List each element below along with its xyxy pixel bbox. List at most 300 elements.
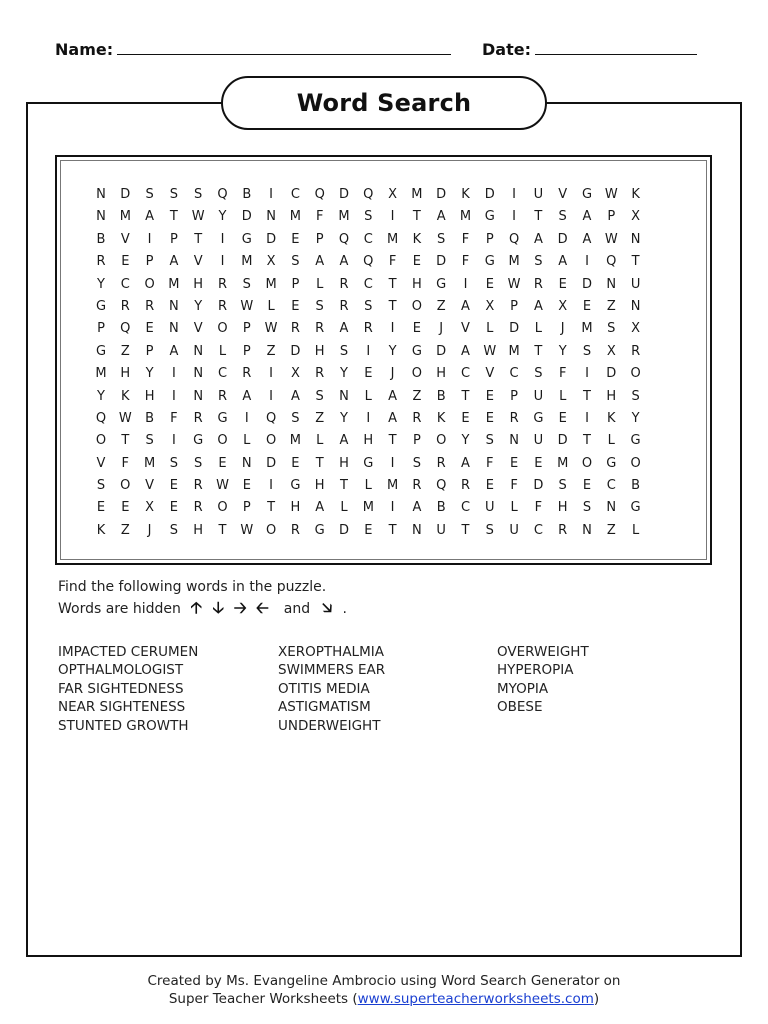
- grid-letter: Y: [340, 366, 348, 382]
- grid-letter: G: [581, 187, 593, 202]
- footer-line-1: Created by Ms. Evangeline Ambrocio using Word Search Generator on: [147, 973, 621, 989]
- grid-letter: P: [242, 343, 251, 359]
- grid-letter: I: [366, 410, 371, 426]
- grid-letter: M: [119, 209, 131, 225]
- grid-letter: R: [217, 388, 228, 404]
- grid-letter: S: [364, 209, 373, 225]
- grid-letter: I: [147, 231, 152, 247]
- grid-letter: R: [145, 298, 155, 314]
- grid-letter: A: [533, 298, 543, 314]
- grid-letter: T: [194, 231, 203, 247]
- grid-letter: J: [560, 321, 565, 337]
- grid-letter: Z: [120, 522, 130, 538]
- grid-letter: G: [241, 231, 252, 247]
- grid-letter: H: [314, 478, 325, 494]
- grid-letter: P: [169, 231, 178, 247]
- grid-letter: A: [558, 254, 568, 270]
- grid-letter: M: [459, 209, 472, 225]
- grid-letter: I: [390, 455, 395, 471]
- grid-letter: L: [486, 321, 494, 337]
- word-list-item: HYPEROPIA: [497, 662, 574, 679]
- grid-letter: P: [242, 500, 251, 516]
- grid-letter: Y: [461, 433, 470, 449]
- grid-letter: I: [171, 366, 176, 382]
- grid-letter: O: [120, 478, 131, 494]
- grid-letter: R: [120, 298, 130, 314]
- grid-letter: N: [193, 366, 204, 382]
- grid-letter: R: [460, 478, 471, 494]
- grid-letter: P: [412, 433, 421, 449]
- grid-letter: O: [411, 298, 422, 314]
- grid-letter: U: [436, 522, 446, 538]
- page-title: Word Search: [296, 89, 472, 117]
- grid-letter: H: [363, 433, 374, 449]
- grid-letter: G: [436, 276, 447, 292]
- grid-letter: C: [509, 366, 519, 382]
- grid-letter: V: [558, 187, 568, 202]
- grid-letter: M: [338, 209, 350, 225]
- grid-letter: R: [315, 366, 325, 382]
- grid-letter: P: [607, 209, 616, 225]
- grid-letter: E: [412, 254, 421, 270]
- grid-letter: N: [606, 500, 617, 516]
- grid-letter: B: [242, 187, 252, 202]
- grid-letter: O: [265, 433, 277, 449]
- grid-letter: M: [508, 254, 520, 270]
- grid-letter: E: [485, 410, 494, 426]
- grid-letter: R: [315, 321, 325, 337]
- grid-letter: F: [388, 254, 397, 270]
- grid-letter: T: [461, 522, 470, 538]
- grid-letter: D: [557, 433, 568, 449]
- grid-letter: A: [412, 500, 422, 516]
- grid-letter: D: [606, 366, 617, 382]
- grid-letter: V: [145, 478, 155, 494]
- name-label: Name:: [55, 40, 114, 59]
- grid-letter: L: [607, 433, 615, 449]
- grid-letter: S: [558, 209, 567, 225]
- grid-letter: D: [436, 343, 447, 359]
- grid-letter: O: [265, 522, 277, 538]
- grid-letter: V: [485, 366, 495, 382]
- grid-letter: M: [386, 231, 399, 247]
- grid-letter: T: [169, 209, 178, 225]
- grid-letter: A: [169, 254, 179, 270]
- grid-letter: M: [581, 321, 593, 337]
- grid-letter: S: [169, 522, 179, 538]
- grid-letter: M: [289, 209, 301, 225]
- grid-letter: D: [533, 478, 544, 494]
- word-list-item: XEROPTHALMIA: [278, 644, 384, 660]
- grid-letter: M: [508, 343, 520, 359]
- word-list-item: OBESE: [497, 699, 543, 716]
- word-list-item: STUNTED GROWTH: [58, 717, 189, 734]
- grid-letter: N: [169, 321, 179, 337]
- date-field: [482, 40, 697, 59]
- grid-letter: O: [436, 433, 447, 449]
- grid-letter: X: [290, 366, 300, 382]
- grid-letter: W: [604, 187, 618, 202]
- grid-letter: A: [436, 209, 446, 225]
- grid-letter: R: [412, 410, 422, 426]
- grid-letter: T: [534, 209, 543, 225]
- title-banner: [221, 76, 547, 130]
- grid-letter: Q: [217, 187, 228, 202]
- grid-letter: I: [171, 388, 176, 404]
- grid-letter: E: [412, 321, 421, 337]
- grid-letter: D: [266, 455, 277, 471]
- grid-letter: E: [291, 298, 300, 314]
- grid-letter: O: [95, 433, 107, 449]
- grid-letter: E: [291, 455, 300, 471]
- grid-letter: O: [630, 366, 641, 382]
- grid-letter: F: [534, 500, 543, 516]
- grid-letter: M: [241, 254, 253, 270]
- grid-letter: Q: [436, 478, 447, 494]
- grid-letter: C: [290, 187, 300, 202]
- grid-letter: C: [363, 231, 373, 247]
- grid-letter: T: [412, 209, 421, 225]
- grid-letter: X: [266, 254, 276, 270]
- grid-letter: B: [436, 500, 446, 516]
- grid-letter: S: [242, 276, 251, 292]
- grid-letter: S: [169, 187, 179, 202]
- grid-letter: G: [411, 343, 422, 359]
- word-list-item: ASTIGMATISM: [278, 699, 371, 716]
- grid-letter: Z: [120, 343, 130, 359]
- grid-letter: A: [388, 388, 398, 404]
- grid-letter: N: [582, 522, 592, 538]
- instruction-prefix: Words are hidden: [58, 601, 181, 617]
- grid-letter: N: [96, 209, 106, 225]
- grid-letter: I: [366, 343, 371, 359]
- grid-letter: S: [582, 500, 592, 516]
- grid-letter: Q: [265, 410, 277, 426]
- grid-letter: E: [364, 522, 373, 538]
- grid-letter: R: [290, 522, 300, 538]
- grid-letter: V: [120, 231, 130, 247]
- grid-letter: R: [436, 455, 446, 471]
- grid-letter: P: [97, 321, 105, 337]
- grid-letter: A: [582, 209, 592, 225]
- footer-website-link[interactable]: www.superteacherworksheets.com: [357, 991, 594, 1007]
- grid-letter: D: [266, 231, 277, 247]
- grid-letter: W: [604, 231, 618, 247]
- grid-letter: N: [169, 298, 179, 314]
- grid-letter: I: [269, 388, 274, 404]
- grid-letter: F: [121, 455, 130, 471]
- grid-letter: X: [145, 500, 155, 516]
- grid-letter: J: [147, 522, 152, 538]
- grid-letter: Y: [218, 209, 227, 225]
- grid-letter: A: [339, 321, 349, 337]
- grid-letter: S: [534, 254, 543, 270]
- word-list-column-2: [278, 643, 385, 735]
- grid-letter: L: [631, 522, 640, 538]
- grid-letter: Q: [508, 231, 520, 247]
- grid-letter: N: [96, 187, 106, 202]
- grid-letter: W: [191, 209, 205, 225]
- grid-letter: R: [193, 410, 203, 426]
- grid-letter: S: [485, 522, 494, 538]
- down-arrow-icon: 🡣: [212, 598, 225, 617]
- grid-letter: O: [581, 455, 593, 471]
- grid-letter: D: [290, 343, 301, 359]
- grid-letter: D: [241, 209, 252, 225]
- grid-letter: H: [436, 366, 447, 382]
- grid-letter: A: [461, 343, 470, 359]
- grid-letter: A: [582, 231, 592, 247]
- grid-letter: D: [557, 231, 568, 247]
- grid-letter: Q: [95, 410, 107, 426]
- grid-letter: G: [95, 298, 107, 314]
- grid-letter: C: [217, 366, 228, 382]
- grid-letter: L: [534, 321, 543, 337]
- grid-letter: O: [217, 321, 228, 337]
- grid-letter: T: [315, 455, 324, 471]
- grid-letter: E: [96, 500, 106, 516]
- grid-letter: E: [169, 500, 178, 516]
- grid-letter: Y: [631, 410, 640, 426]
- grid-letter: D: [436, 187, 447, 202]
- grid-letter: E: [121, 500, 130, 516]
- grid-letter: E: [145, 321, 154, 337]
- grid-letter: W: [240, 298, 254, 314]
- date-blank-line: [535, 40, 697, 55]
- grid-letter: B: [436, 388, 446, 404]
- grid-letter: D: [338, 187, 349, 202]
- grid-letter: T: [583, 388, 591, 404]
- grid-letter: L: [243, 433, 251, 449]
- grid-letter: N: [266, 209, 276, 225]
- date-label: Date:: [482, 40, 531, 59]
- grid-letter: H: [290, 500, 301, 516]
- grid-letter: S: [364, 298, 373, 314]
- grid-letter: K: [631, 187, 640, 202]
- grid-letter: V: [461, 321, 470, 337]
- grid-letter: T: [534, 343, 543, 359]
- grid-letter: I: [220, 231, 225, 247]
- grid-letter: M: [289, 433, 301, 449]
- grid-letter: P: [145, 254, 154, 270]
- grid-letter: S: [315, 388, 324, 404]
- grid-letter: S: [437, 231, 446, 247]
- grid-letter: V: [193, 321, 203, 337]
- grid-letter: C: [533, 522, 543, 538]
- grid-letter: A: [461, 455, 470, 471]
- grid-letter: V: [193, 254, 203, 270]
- grid-letter: H: [557, 500, 568, 516]
- grid-letter: C: [606, 478, 616, 494]
- grid-letter: U: [509, 522, 519, 538]
- grid-letter: N: [630, 298, 641, 314]
- grid-letter: N: [193, 388, 204, 404]
- grid-letter: S: [194, 187, 203, 202]
- grid-letter: R: [339, 298, 349, 314]
- grid-letter: G: [606, 455, 617, 471]
- grid-letter: K: [436, 410, 446, 426]
- grid-letter: S: [631, 388, 640, 404]
- grid-letter: A: [533, 231, 543, 247]
- grid-letter: E: [485, 478, 494, 494]
- grid-letter: X: [558, 298, 568, 314]
- name-field: [55, 40, 451, 59]
- grid-letter: F: [486, 455, 494, 471]
- grid-letter: X: [631, 321, 641, 337]
- instruction-line-1: Find the following words in the puzzle.: [58, 579, 327, 595]
- grid-letter: Q: [314, 187, 325, 202]
- grid-letter: E: [485, 388, 494, 404]
- grid-letter: E: [582, 478, 592, 494]
- grid-letter: S: [145, 187, 154, 202]
- grid-letter: L: [364, 478, 372, 494]
- grid-letter: E: [242, 478, 251, 494]
- grid-letter: R: [363, 321, 373, 337]
- grid-letter: A: [290, 388, 300, 404]
- grid-letter: S: [534, 366, 543, 382]
- grid-letter: L: [316, 433, 324, 449]
- grid-letter: Y: [97, 388, 105, 404]
- grid-letter: R: [412, 478, 422, 494]
- grid-letter: R: [96, 254, 106, 270]
- grid-letter: A: [242, 388, 252, 404]
- instruction-suffix: .: [342, 601, 347, 617]
- grid-letter: E: [558, 410, 567, 426]
- grid-letter: I: [269, 478, 274, 494]
- word-list-item: SWIMMERS EAR: [278, 662, 386, 679]
- grid-letter: C: [460, 500, 471, 516]
- grid-letter: K: [412, 231, 422, 247]
- grid-letter: F: [461, 231, 470, 247]
- grid-letter: M: [143, 455, 156, 471]
- grid-letter: I: [463, 276, 468, 292]
- grid-letter: H: [120, 366, 131, 382]
- grid-letter: X: [388, 187, 398, 202]
- grid-letter: S: [582, 343, 592, 359]
- grid-letter: F: [315, 209, 324, 225]
- word-list-item: MYOPIA: [497, 680, 549, 697]
- grid-letter: O: [144, 276, 155, 292]
- grid-letter: I: [390, 321, 395, 337]
- grid-letter: R: [217, 298, 228, 314]
- grid-letter: Q: [606, 254, 617, 270]
- grid-letter: N: [412, 522, 422, 538]
- grid-letter: B: [631, 478, 641, 494]
- grid-letter: Y: [558, 343, 567, 359]
- word-list-item: OPTHALMOLOGIST: [58, 662, 184, 679]
- grid-letter: P: [145, 343, 154, 359]
- grid-letter: B: [96, 231, 106, 247]
- word-list-item: IMPACTED CERUMEN: [58, 644, 199, 660]
- grid-letter: P: [315, 231, 324, 247]
- grid-letter: K: [96, 522, 106, 538]
- grid-letter: T: [388, 276, 397, 292]
- grid-letter: L: [340, 500, 348, 516]
- grid-letter: D: [509, 321, 520, 337]
- grid-letter: Q: [363, 187, 374, 202]
- grid-letter: M: [265, 276, 277, 292]
- grid-letter: D: [581, 276, 592, 292]
- grid-letter: A: [461, 298, 470, 314]
- grid-letter: G: [193, 433, 204, 449]
- grid-letter: M: [386, 478, 399, 494]
- right-arrow-icon: 🡢: [233, 598, 247, 617]
- grid-letter: L: [316, 276, 324, 292]
- grid-letter: W: [118, 410, 132, 426]
- grid-letter: S: [96, 478, 106, 494]
- grid-letter: I: [512, 209, 517, 225]
- grid-letter: Z: [606, 522, 616, 538]
- grid-letter: Q: [363, 254, 374, 270]
- grid-letter: S: [145, 433, 154, 449]
- word-list-item: UNDERWEIGHT: [278, 717, 381, 734]
- grid-letter: E: [558, 276, 567, 292]
- grid-letter: I: [512, 187, 517, 202]
- grid-letter: R: [558, 522, 568, 538]
- grid-letter: Q: [120, 321, 131, 337]
- grid-letter: S: [558, 478, 567, 494]
- grid-letter: H: [193, 276, 204, 292]
- grid-letter: B: [145, 410, 155, 426]
- grid-letter: R: [217, 276, 228, 292]
- grid-letter: C: [120, 276, 130, 292]
- grid-letter: O: [411, 366, 422, 382]
- grid-letter: T: [121, 433, 130, 449]
- grid-letter: R: [193, 478, 203, 494]
- grid-letter: I: [585, 254, 589, 270]
- grid-letter: E: [169, 478, 178, 494]
- word-list-item: NEAR SIGHTENESS: [58, 699, 186, 716]
- grid-letter: L: [364, 388, 372, 404]
- footer-credits: [0, 972, 768, 1008]
- grid-letter: A: [339, 254, 349, 270]
- grid-letter: U: [485, 500, 495, 516]
- grid-letter: R: [533, 276, 543, 292]
- grid-letter: F: [558, 366, 567, 382]
- grid-letter: V: [96, 455, 106, 471]
- name-blank-line: [117, 40, 451, 55]
- grid-letter: R: [242, 366, 252, 382]
- grid-letter: A: [339, 433, 349, 449]
- grid-letter: D: [436, 254, 447, 270]
- word-list-item: OTITIS MEDIA: [278, 680, 370, 697]
- grid-letter: Z: [315, 410, 325, 426]
- grid-letter: E: [364, 366, 373, 382]
- grid-letter: E: [509, 455, 519, 471]
- grid-letter: G: [630, 500, 641, 516]
- grid-letter: I: [585, 366, 589, 382]
- grid-letter: E: [461, 410, 470, 426]
- grid-letter: M: [95, 366, 107, 382]
- grid-letter: A: [315, 500, 325, 516]
- grid-letter: I: [220, 254, 225, 270]
- grid-letter: G: [484, 254, 495, 270]
- grid-letter: A: [388, 410, 398, 426]
- grid-letter: R: [290, 321, 300, 337]
- grid-letter: H: [193, 522, 204, 538]
- grid-letter: F: [461, 254, 470, 270]
- grid-letter: X: [485, 298, 495, 314]
- grid-letter: S: [194, 455, 203, 471]
- grid-letter: A: [315, 254, 325, 270]
- grid-letter: M: [557, 455, 569, 471]
- grid-letter: E: [218, 455, 227, 471]
- grid-letter: X: [606, 343, 616, 359]
- grid-letter: G: [484, 209, 495, 225]
- grid-letter: T: [631, 254, 640, 270]
- grid-letter: Z: [412, 388, 422, 404]
- grid-letter: U: [533, 187, 544, 202]
